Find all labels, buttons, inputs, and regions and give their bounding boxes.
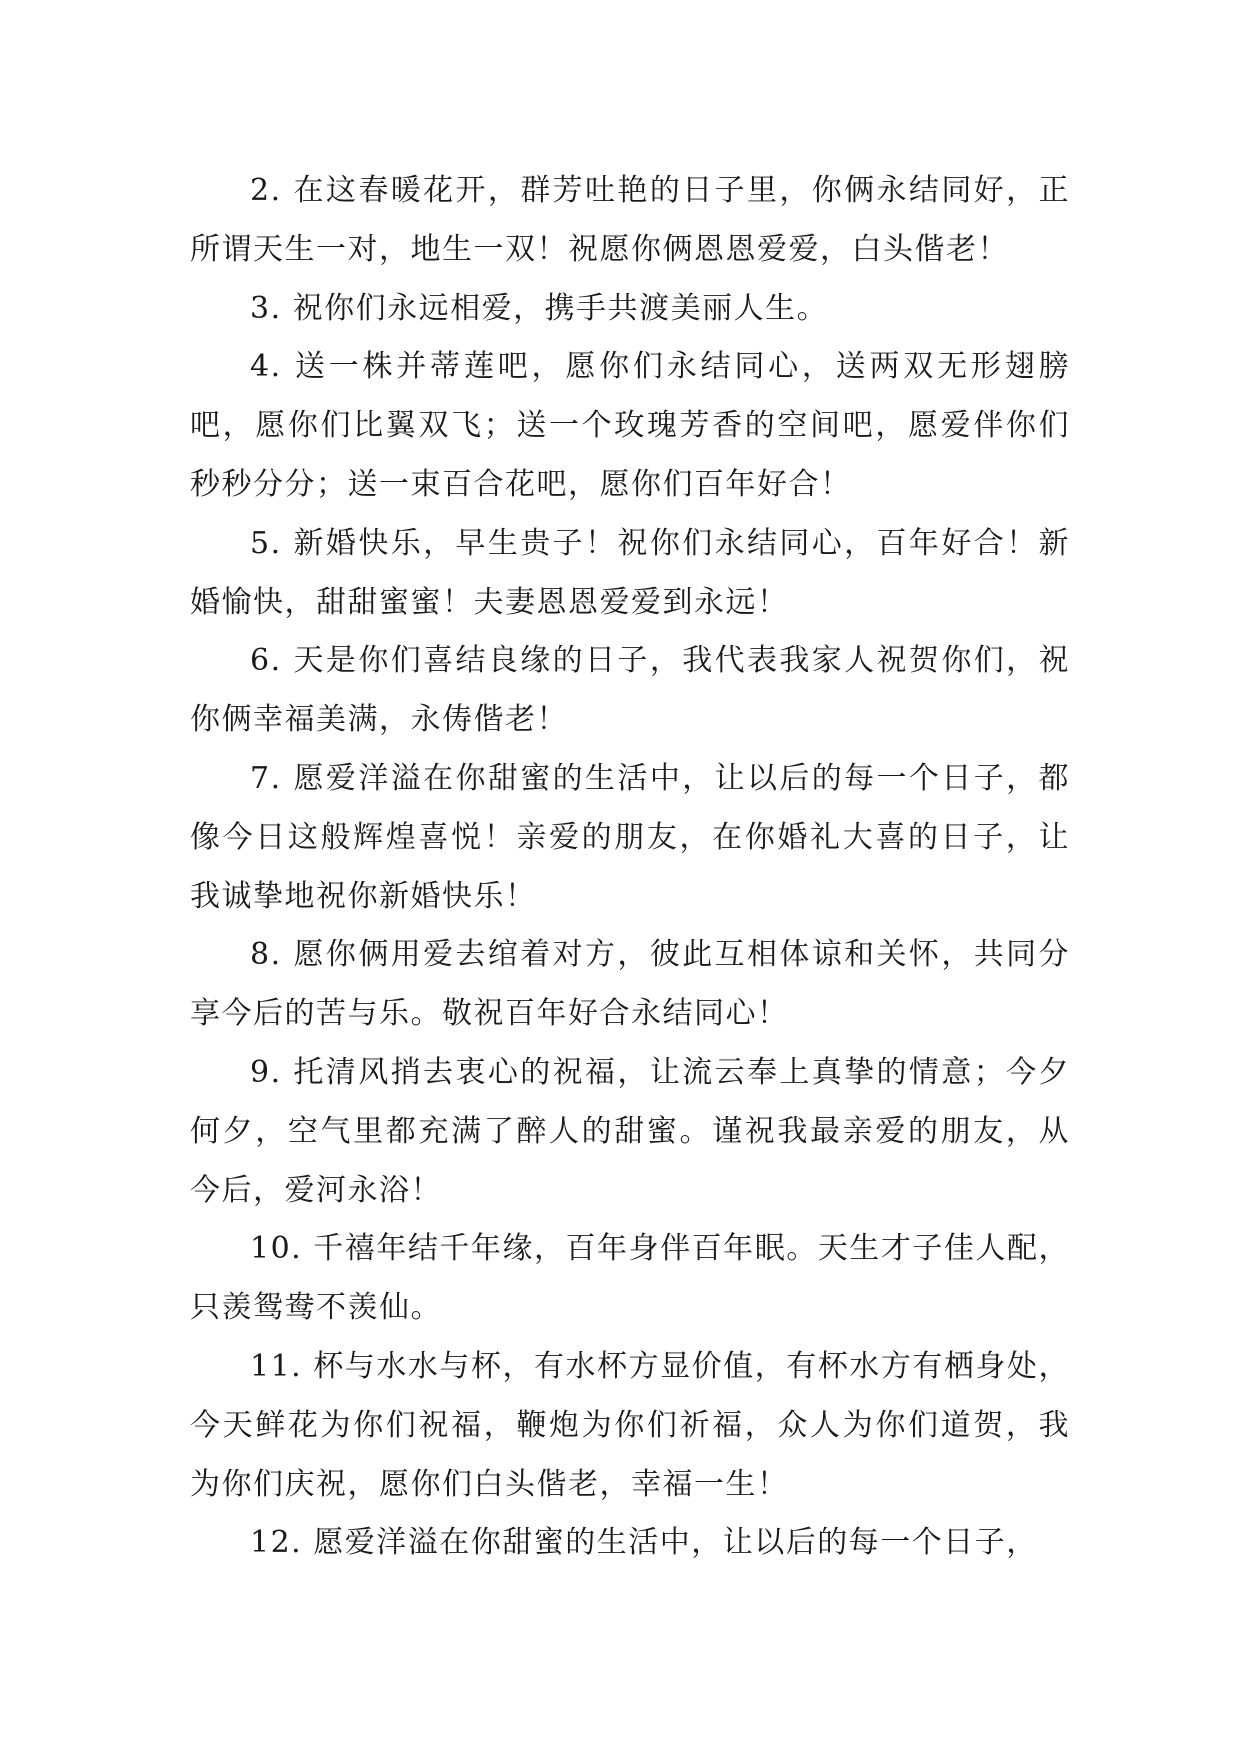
paragraph-7: 7. 愿爱洋溢在你甜蜜的生活中，让以后的每一个日子，都像今日这般辉煌喜悦！亲爱的朋友，在你婚礼大喜的日子，让我诚挚地祝你新婚快乐！ xyxy=(190,760,1070,914)
paragraph-8: 8. 愿你俩用爱去绾着对方，彼此互相体谅和关怀，共同分享今后的苦与乐。敬祝百年好合永结同心！ xyxy=(190,937,1070,1032)
paragraph-2: 2. 在这春暖花开，群芳吐艳的日子里，你俩永结同好，正所谓天生一对，地生一双！祝愿你俩恩恩爱爱，白头偕老！ xyxy=(190,173,1070,267)
paragraph-12: 12. 愿爱洋溢在你甜蜜的生活中，让以后的每一个日子， xyxy=(250,1525,1038,1561)
paragraph-9: 9. 托清风捎去衷心的祝福，让流云奉上真挚的情意；今夕何夕，空气里都充满了醉人的甜蜜。谨祝我最亲爱的朋友，从今后，爱河永浴！ xyxy=(190,1054,1070,1208)
paragraph-11: 11. 杯与水水与杯，有水杯方显价值，有杯水方有栖身处，今天鲜花为你们祝福，鞭炮为你们祈福，众人为你们道贺，我为你们庆祝，愿你们白头偕老，幸福一生！ xyxy=(190,1348,1070,1502)
paragraph-3: 3. 祝你们永远相爱，携手共渡美丽人生。 xyxy=(250,290,829,326)
paragraph-5: 5. 新婚快乐，早生贵子！祝你们永结同心，百年好合！新婚愉快，甜甜蜜蜜！夫妻恩恩爱爱到永远！ xyxy=(190,525,1070,620)
paragraph-4: 4. 送一株并蒂莲吧，愿你们永结同心，送两双无形翅膀吧，愿你们比翼双飞；送一个玫瑰芳香的空间吧，愿爱伴你们秒秒分分；送一束百合花吧，愿你们百年好合！ xyxy=(190,349,1070,502)
paragraph-10: 10. 千禧年结千年缘，百年身伴百年眠。天生才子佳人配，只羡鸳鸯不羡仙。 xyxy=(190,1231,1070,1326)
paragraph-6: 6. 天是你们喜结良缘的日子，我代表我家人祝贺你们，祝你俩幸福美满，永俦偕老！ xyxy=(190,643,1070,738)
document-body xyxy=(190,162,1070,1573)
